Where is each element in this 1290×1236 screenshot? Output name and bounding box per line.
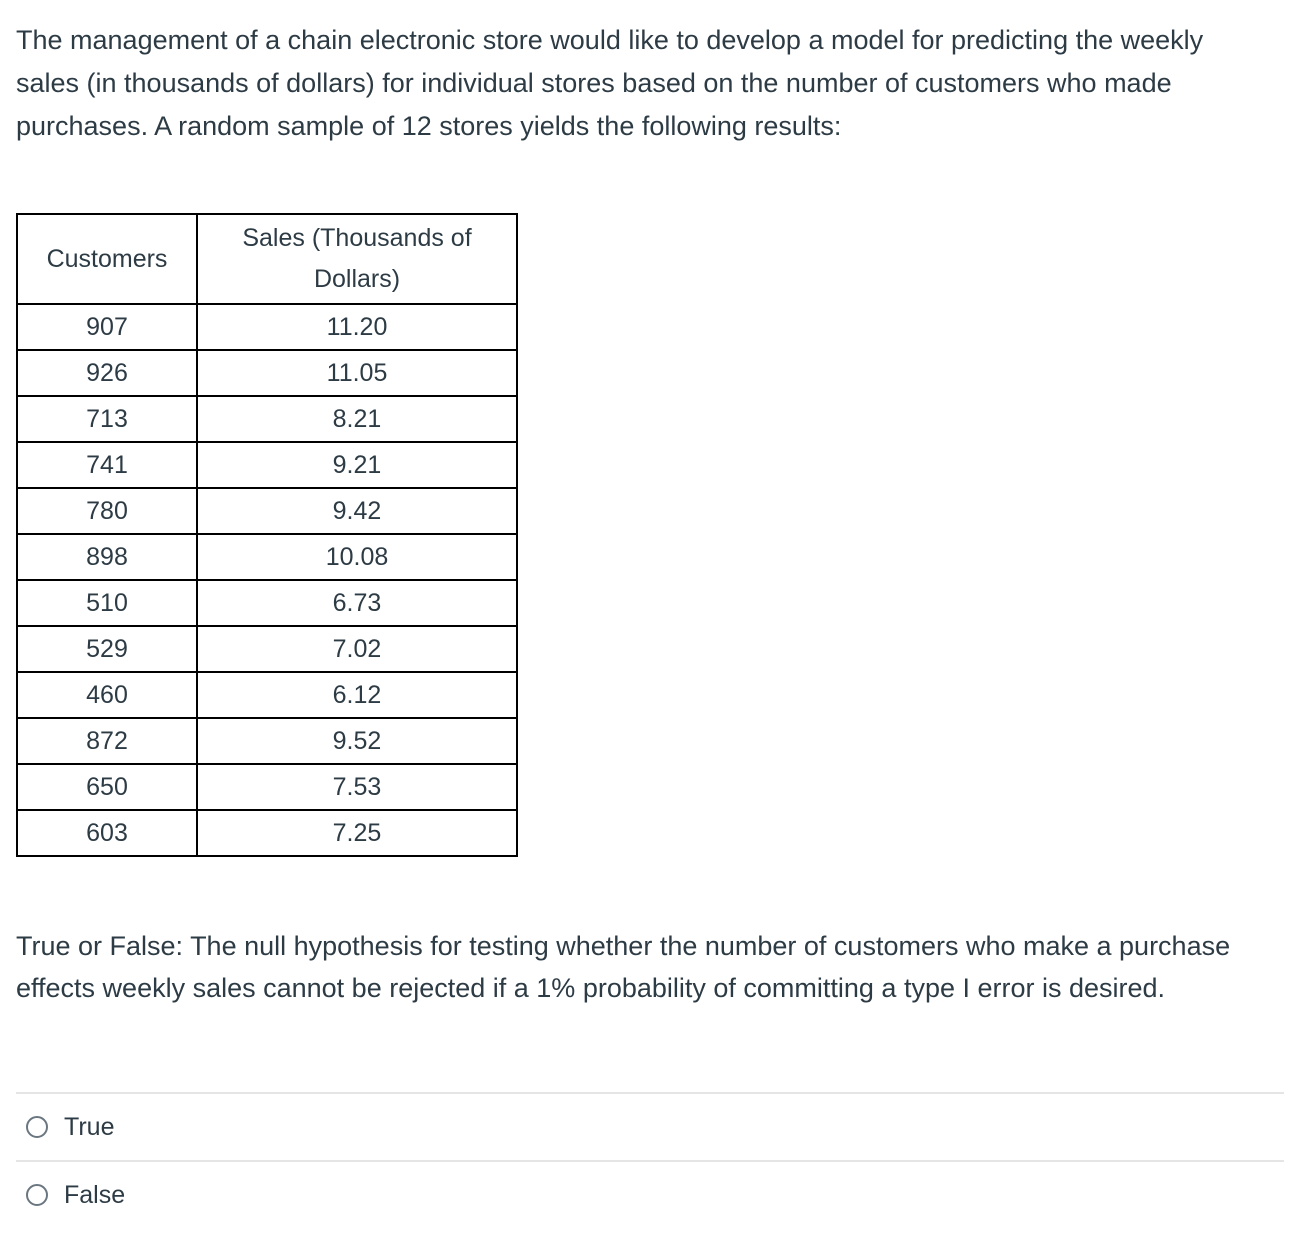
cell-customers: 460	[17, 672, 197, 718]
table-row	[17, 672, 517, 718]
cell-sales: 9.52	[197, 718, 517, 764]
radio-true[interactable]	[26, 1116, 48, 1138]
cell-sales: 11.05	[197, 350, 517, 396]
table-row	[17, 396, 517, 442]
table-row	[17, 304, 517, 350]
cell-sales: 9.42	[197, 488, 517, 534]
cell-customers: 898	[17, 534, 197, 580]
table-row	[17, 580, 517, 626]
table-row	[17, 534, 517, 580]
cell-customers: 713	[17, 396, 197, 442]
answer-label-true[interactable]: True	[64, 1112, 115, 1141]
radio-false[interactable]	[26, 1184, 48, 1206]
cell-sales: 9.21	[197, 442, 517, 488]
cell-customers: 780	[17, 488, 197, 534]
cell-customers: 603	[17, 810, 197, 856]
cell-sales: 6.73	[197, 580, 517, 626]
table-row	[17, 810, 517, 856]
cell-customers: 510	[17, 580, 197, 626]
table-row	[17, 764, 517, 810]
cell-sales: 7.25	[197, 810, 517, 856]
table-row	[17, 488, 517, 534]
answer-label-false[interactable]: False	[64, 1180, 126, 1209]
cell-customers: 872	[17, 718, 197, 764]
header-sales-label: Sales (Thousands of Dollars)	[242, 224, 472, 293]
answer-option-true[interactable]	[16, 1092, 1284, 1160]
cell-sales: 6.12	[197, 672, 517, 718]
table-row	[17, 442, 517, 488]
cell-customers: 926	[17, 350, 197, 396]
cell-sales: 11.20	[197, 304, 517, 350]
cell-sales: 8.21	[197, 396, 517, 442]
data-table	[16, 213, 518, 857]
question-prompt: True or False: The null hypothesis for testing whether the number of customers who make a purchase effects weekly sales cannot be rejected if a 1% probability of committing a type I error is desired.	[16, 931, 1231, 1003]
table-header-row	[17, 214, 517, 304]
header-sales	[197, 214, 517, 304]
header-customers: Customers	[17, 214, 197, 304]
table-row	[17, 626, 517, 672]
cell-sales: 7.53	[197, 764, 517, 810]
answer-option-false[interactable]	[16, 1160, 1284, 1228]
cell-customers: 529	[17, 626, 197, 672]
cell-sales: 10.08	[197, 534, 517, 580]
cell-customers: 650	[17, 764, 197, 810]
table-row	[17, 350, 517, 396]
answer-options	[16, 1092, 1284, 1228]
cell-customers: 741	[17, 442, 197, 488]
cell-sales: 7.02	[197, 626, 517, 672]
question-intro: The management of a chain electronic store would like to develop a model for predicting the weekly sales (in thousands of dollars) for individual stores based on the number of customers who made purchases. A random sample of 12 stores yields the following results:	[16, 25, 1204, 141]
table-row	[17, 718, 517, 764]
cell-customers: 907	[17, 304, 197, 350]
